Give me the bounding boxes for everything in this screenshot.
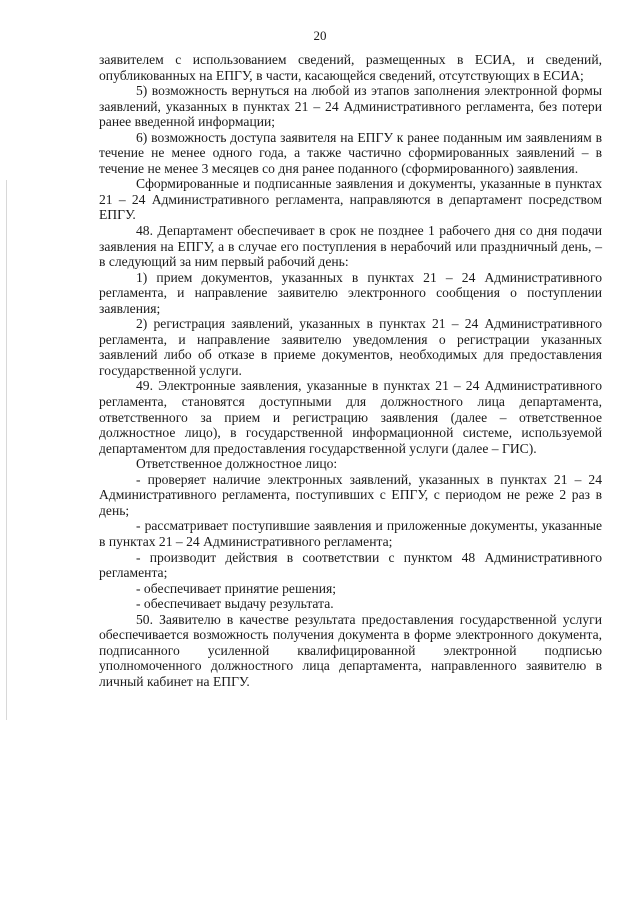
- paragraph: - проверяет наличие электронных заявлений, указанных в пунктах 21 – 24 Административного регламента, поступивших с ЕПГУ, с периодом не реже 2 раз в день;: [99, 471, 602, 518]
- paragraph: 1) прием документов, указанных в пунктах 21 – 24 Административного регламента, и направление заявителю электронного сообщения о поступлении заявления;: [99, 269, 602, 316]
- paragraph: 2) регистрация заявлений, указанных в пунктах 21 – 24 Административного регламента, и направление заявителю уведомления о регистрации указанных заявлений либо об отказе в приеме документов, необходимых для предоставления государственной услуги.: [99, 316, 602, 378]
- page-number: 20: [313, 28, 327, 43]
- paragraph: заявителем с использованием сведений, размещенных в ЕСИА, и сведений, опубликованных на ЕПГУ, в части, касающейся сведений, отсутствующих в ЕСИА;: [99, 52, 602, 83]
- paragraph: - обеспечивает выдачу результата.: [136, 596, 334, 612]
- paragraph: - рассматривает поступившие заявления и приложенные документы, указанные в пунктах 21 – 24 Административного регламента;: [99, 518, 602, 549]
- paragraph: Ответственное должностное лицо:: [136, 456, 338, 472]
- document-body: [99, 52, 602, 689]
- paragraph: 5) возможность вернуться на любой из этапов заполнения электронной формы заявлений, указанных в пунктах 21 – 24 Административного регламента, без потери ранее введенной информации;: [99, 83, 602, 130]
- paragraph: 48. Департамент обеспечивает в срок не позднее 1 рабочего дня со дня подачи заявления на ЕПГУ, а в случае его поступления в нерабочий или праздничный день, – в следующий за ним первый рабочий день:: [99, 223, 602, 270]
- paragraph: 6) возможность доступа заявителя на ЕПГУ к ранее поданным им заявлениям в течение не менее одного года, а также частично сформированных заявлений – в течение не менее 3 месяцев со дня ранее поданного (сформированного) заявления.: [99, 129, 602, 176]
- scan-edge-mark: [6, 180, 7, 720]
- paragraph: - производит действия в соответствии с пунктом 48 Административного регламента;: [99, 549, 602, 581]
- paragraph: 49. Электронные заявления, указанные в пунктах 21 – 24 Административного регламента, становятся доступными для должностного лица департамента, ответственного за прием и регистрацию заявления (далее – ответственное должностное лицо), в государственной информационной системе, используемой департаментом для предоставления государственной услуги (далее – ГИС).: [99, 378, 602, 456]
- paragraph: Сформированные и подписанные заявления и документы, указанные в пунктах 21 – 24 Административного регламента, направляются в департамент посредством ЕПГУ.: [99, 176, 602, 223]
- paragraph: - обеспечивает принятие решения;: [136, 580, 337, 596]
- paragraph: 50. Заявителю в качестве результата предоставления государственной услуги обеспечивается возможность получения документа в форме электронного документа, подписанного усиленной квалифицированной электронной подписью уполномоченного должностного лица департамента, направленного заявителю в личный кабинет на ЕПГУ.: [99, 611, 602, 689]
